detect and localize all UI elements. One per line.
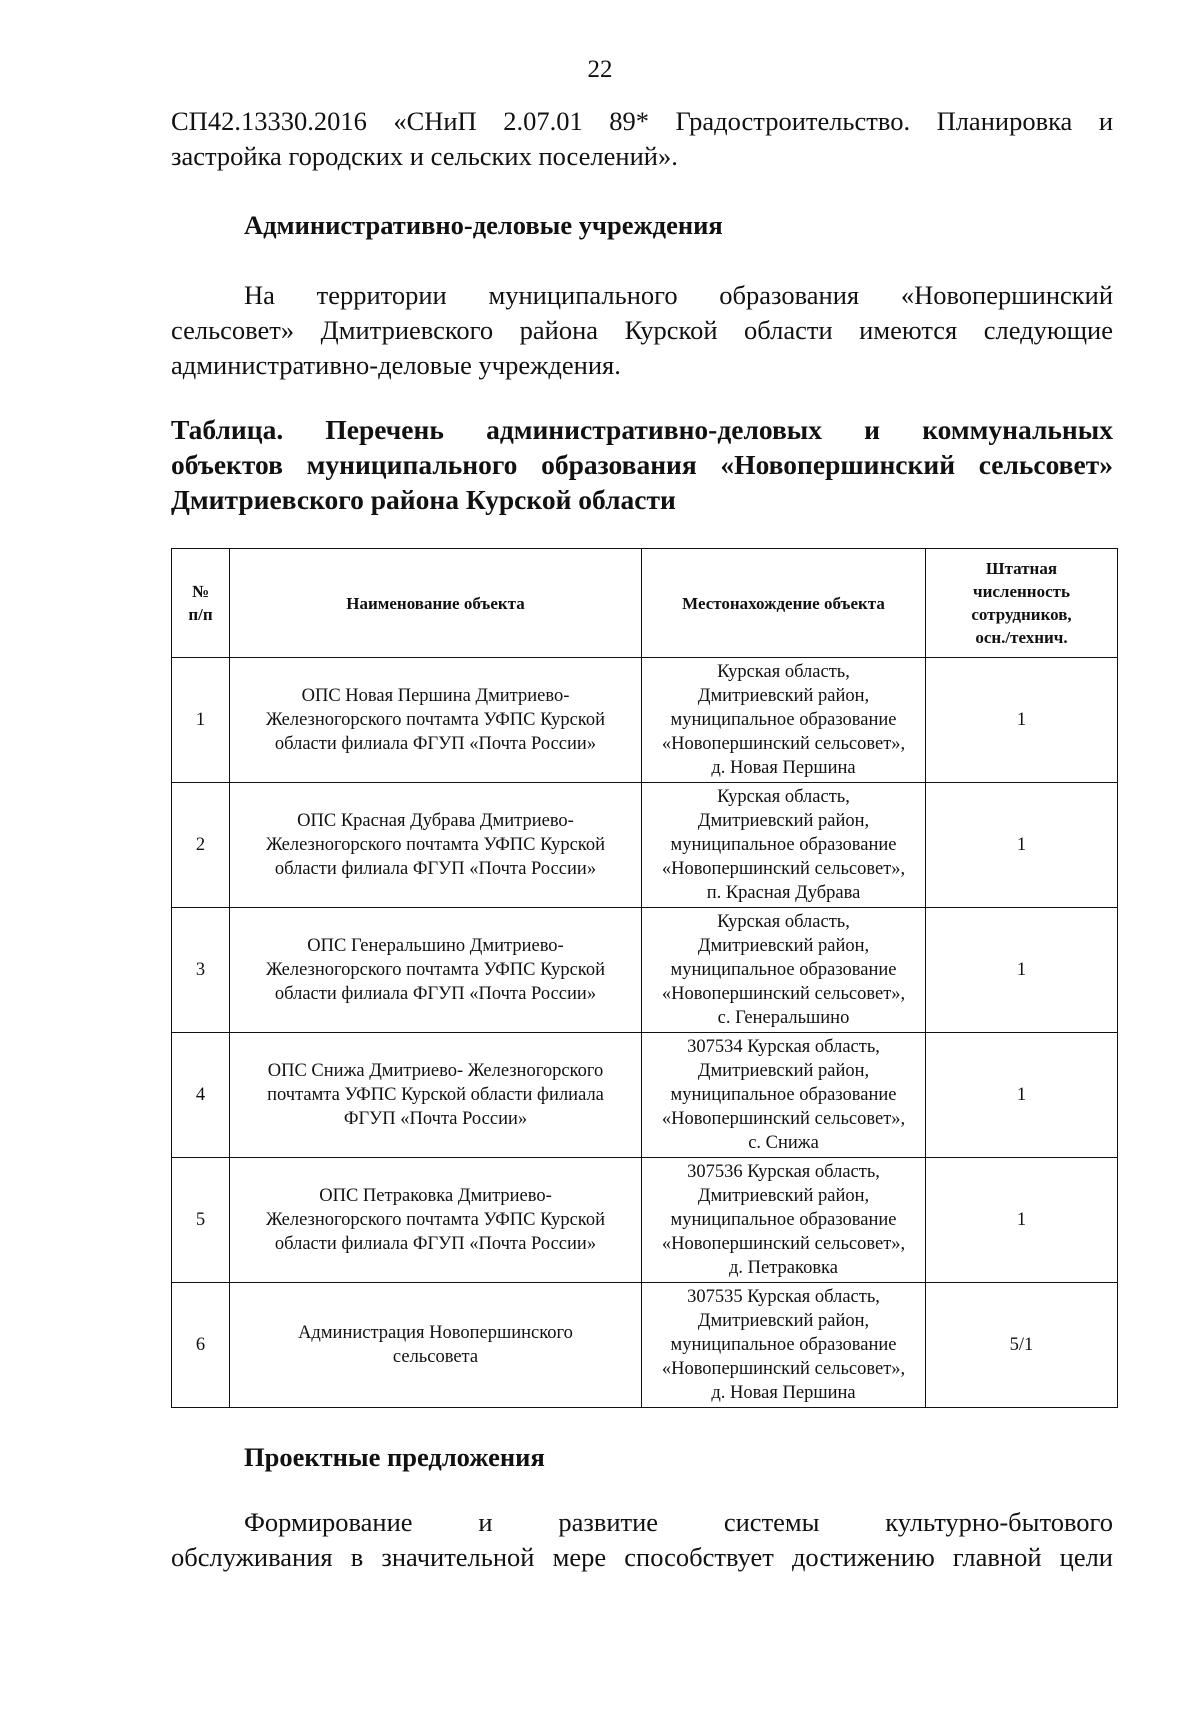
row-staff-count: 1 bbox=[926, 908, 1118, 1033]
table-row bbox=[172, 908, 1118, 1033]
row-object-location: 307534 Курская область, Дмитриевский район, муниципальное образование «Новопершинский сельсовет», с. Снижа bbox=[642, 1033, 926, 1158]
row-object-location: Курская область, Дмитриевский район, муниципальное образование «Новопершинский сельсовет», п. Красная Дубрава bbox=[642, 783, 926, 908]
row-object-location: 307535 Курская область, Дмитриевский район, муниципальное образование «Новопершинский сельсовет», д. Новая Першина bbox=[642, 1283, 926, 1408]
intro-line-2: застройка городских и сельских поселений». bbox=[171, 141, 678, 171]
row-object-name: ОПС Петраковка Дмитриево- Железногорского почтамта УФПС Курской области филиала ФГУП «Почта России» bbox=[230, 1158, 642, 1283]
section-heading-administrative: Административно-деловые учреждения bbox=[244, 210, 723, 240]
row-staff-count: 5/1 bbox=[926, 1283, 1118, 1408]
administrative-paragraph bbox=[171, 278, 1113, 383]
row-number: 1 bbox=[172, 658, 230, 783]
proposals-line-1: Формирование и развитие системы культурно-бытового bbox=[244, 1507, 1113, 1537]
row-staff-count: 1 bbox=[926, 1033, 1118, 1158]
header-object-location: Местонахождение объекта bbox=[642, 549, 926, 658]
table-row bbox=[172, 783, 1118, 908]
row-number: 3 bbox=[172, 908, 230, 1033]
table-row bbox=[172, 1283, 1118, 1408]
header-number: № п/п bbox=[172, 549, 230, 658]
row-object-name: ОПС Генеральшино Дмитриево- Железногорского почтамта УФПС Курской области филиала ФГУП «Почта России» bbox=[230, 908, 642, 1033]
row-number: 5 bbox=[172, 1158, 230, 1283]
row-staff-count: 1 bbox=[926, 658, 1118, 783]
proposals-line-2: обслуживания в значительной мере способствует достижению главной цели bbox=[171, 1542, 1113, 1572]
table-header-row bbox=[172, 549, 1118, 658]
row-object-name: ОПС Новая Першина Дмитриево- Железногорского почтамта УФПС Курской области филиала ФГУП «Почта России» bbox=[230, 658, 642, 783]
administrative-line-1: На территории муниципального образования «Новопершинский bbox=[244, 280, 1113, 310]
row-object-location: 307536 Курская область, Дмитриевский район, муниципальное образование «Новопершинский сельсовет», д. Петраковка bbox=[642, 1158, 926, 1283]
row-object-name: ОПС Красная Дубрава Дмитриево- Железногорского почтамта УФПС Курской области филиала ФГУП «Почта России» bbox=[230, 783, 642, 908]
administrative-line-3: административно-деловые учреждения. bbox=[171, 350, 621, 380]
table-caption-line-1: Таблица. Перечень административно-деловых и коммунальных bbox=[171, 414, 1113, 445]
proposals-paragraph bbox=[171, 1505, 1113, 1575]
page-number: 22 bbox=[587, 56, 613, 83]
row-staff-count: 1 bbox=[926, 1158, 1118, 1283]
row-object-location: Курская область, Дмитриевский район, муниципальное образование «Новопершинский сельсовет», с. Генеральшино bbox=[642, 908, 926, 1033]
row-object-name: Администрация Новопершинского сельсовета bbox=[230, 1283, 642, 1408]
row-object-name: ОПС Снижа Дмитриево- Железногорского почтамта УФПС Курской области филиала ФГУП «Почта России» bbox=[230, 1033, 642, 1158]
intro-line-1: СП42.13330.2016 «СНиП 2.07.01 89* Градостроительство. Планировка и bbox=[171, 106, 1113, 136]
intro-paragraph bbox=[171, 104, 1113, 174]
row-number: 2 bbox=[172, 783, 230, 908]
table-row bbox=[172, 1158, 1118, 1283]
row-staff-count: 1 bbox=[926, 783, 1118, 908]
table-row bbox=[172, 1033, 1118, 1158]
header-object-name: Наименование объекта bbox=[230, 549, 642, 658]
table-caption-line-3: Дмитриевского района Курской области bbox=[171, 484, 676, 515]
table-row bbox=[172, 658, 1118, 783]
objects-table bbox=[171, 548, 1118, 1408]
administrative-line-2: сельсовет» Дмитриевского района Курской области имеются следующие bbox=[171, 315, 1113, 345]
header-staff-count: Штатная численность сотрудников, осн./технич. bbox=[926, 549, 1118, 658]
row-number: 4 bbox=[172, 1033, 230, 1158]
table-caption-line-2: объектов муниципального образования «Новопершинский сельсовет» bbox=[171, 449, 1113, 480]
table-caption bbox=[171, 412, 1113, 517]
row-object-location: Курская область, Дмитриевский район, муниципальное образование «Новопершинский сельсовет», д. Новая Першина bbox=[642, 658, 926, 783]
section-heading-proposals: Проектные предложения bbox=[244, 1442, 545, 1472]
row-number: 6 bbox=[172, 1283, 230, 1408]
